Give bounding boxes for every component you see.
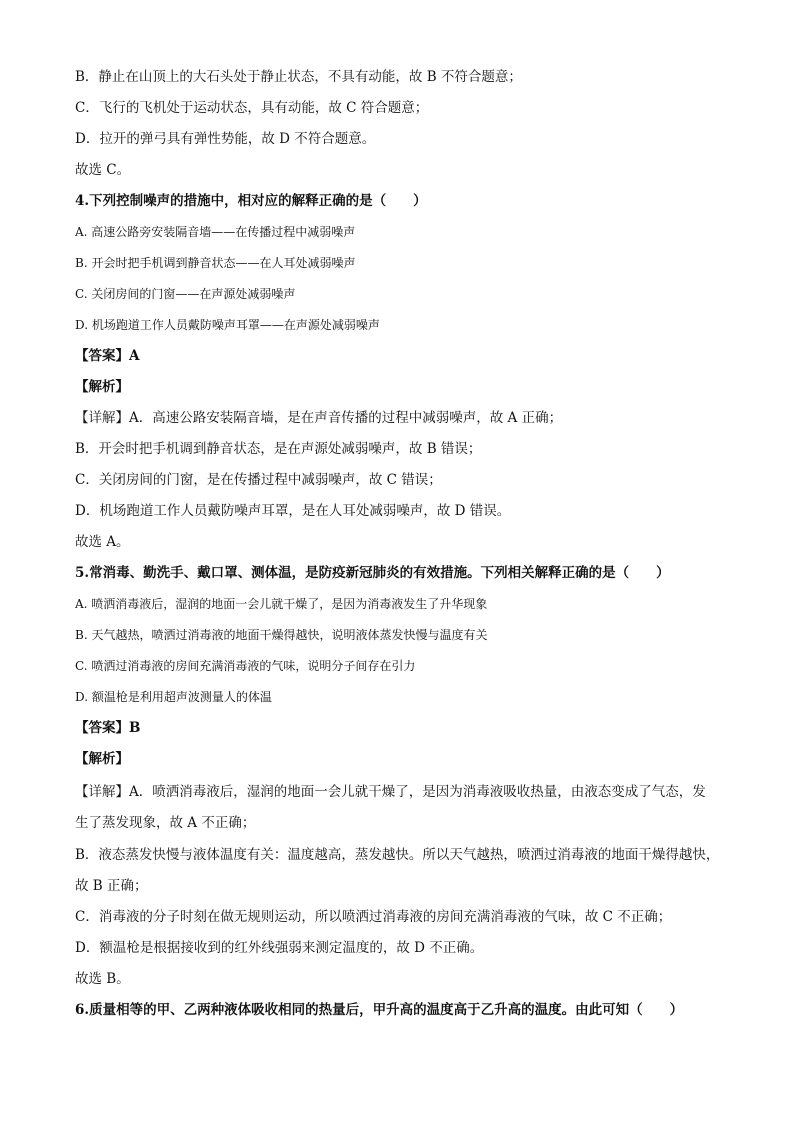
option-b: B. 开会时把手机调到静音状态——在人耳处减弱噪声: [75, 256, 356, 270]
option-a: A. 高速公路旁安装隔音墙——在传播过程中减弱噪声: [75, 225, 356, 239]
option-d: D. 额温枪是利用超声波测量人的体温: [75, 690, 272, 704]
question-6-stem: 6.质量相等的甲、乙两种液体吸收相同的热量后，甲升高的温度高于乙升高的温度。由此可知（ ）: [75, 1002, 684, 1018]
text-line: D．机场跑道工作人员戴防噪声耳罩，是在人耳处减弱噪声，故 D 错误。: [75, 503, 511, 519]
option-c: C. 关闭房间的门窗——在声源处减弱噪声: [75, 287, 296, 301]
question-5-stem: 5.常消毒、勤洗手、戴口罩、测体温，是防疫新冠肺炎的有效措施。下列相关解释正确的是（ ）: [75, 565, 670, 581]
text-line: D．额温枪是根据接收到的红外线强弱来测定温度的，故 D 不正确。: [75, 940, 484, 956]
option-c: C. 喷洒过消毒液的房间充满消毒液的气味，说明分子间存在引力: [75, 659, 416, 673]
detail-line: 【详解】A．高速公路安装隔音墙，是在声音传播的过程中减弱噪声，故 A 正确；: [75, 410, 563, 426]
option-d: D. 机场跑道工作人员戴防噪声耳罩——在声源处减弱噪声: [75, 318, 380, 332]
text-line: 故选 A。: [75, 534, 130, 550]
text-line: C．关闭房间的门窗，是在传播过程中减弱噪声，故 C 错误；: [75, 472, 442, 488]
text-line: C．消毒液的分子时刻在做无规则运动，所以喷洒过消毒液的房间充满消毒液的气味，故 C 不正确；: [75, 909, 672, 925]
text-line: 生了蒸发现象，故 A 不正确；: [75, 815, 256, 831]
text-line: 故选 C。: [75, 162, 131, 178]
option-b: B. 天气越热，喷洒过消毒液的地面干燥得越快，说明液体蒸发快慢与温度有关: [75, 628, 488, 642]
text-line: B．静止在山顶上的大石头处于静止状态，不具有动能，故 B 不符合题意；: [75, 69, 522, 85]
answer-label: 【答案】A: [75, 348, 140, 364]
text-line: D．拉开的弹弓具有弹性势能，故 D 不符合题意。: [75, 131, 376, 147]
text-line: B．开会时把手机调到静音状态，是在声源处减弱噪声，故 B 错误；: [75, 441, 482, 457]
answer-label: 【答案】B: [75, 720, 141, 736]
text-line: 故选 B。: [75, 971, 130, 987]
question-4-stem: 4.下列控制噪声的措施中，相对应的解释正确的是（ ）: [75, 193, 427, 209]
analysis-label: 【解析】: [75, 751, 129, 767]
analysis-label: 【解析】: [75, 379, 129, 395]
detail-line: 【详解】A．喷洒消毒液后，湿润的地面一会儿就干燥了，是因为消毒液吸收热量，由液态变成了气态，发: [75, 784, 706, 800]
option-a: A. 喷洒消毒液后，湿润的地面一会儿就干燥了，是因为消毒液发生了升华现象: [75, 597, 488, 611]
text-line: 故 B 正确；: [75, 878, 148, 894]
text-line: B．液态蒸发快慢与液体温度有关：温度越高，蒸发越快。所以天气越热，喷洒过消毒液的地面干燥得越快，: [75, 847, 720, 863]
text-line: C．飞行的飞机处于运动状态，具有动能，故 C 符合题意；: [75, 100, 429, 116]
